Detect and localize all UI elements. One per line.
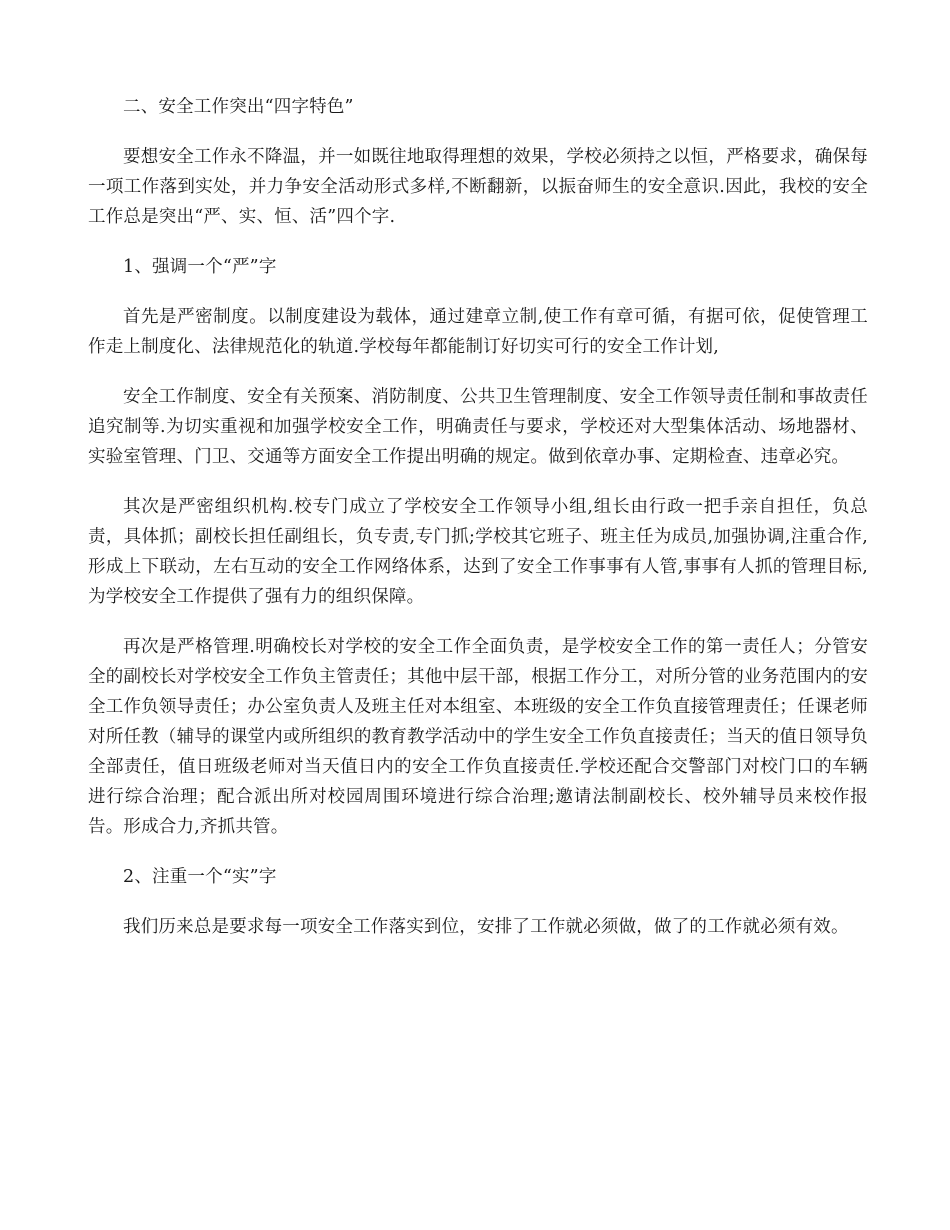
paragraph: 我们历来总是要求每一项安全工作落实到位，安排了工作就必须做，做了的工作就必须有效。 (123, 917, 849, 937)
paragraph: 要想安全工作永不降温，并一如既往地取得理想的效果，学校必须持之以恒，严格要求，确保每一项工作落到实处，并力争安全活动形式多样,不断翻新，以振奋师生的安全意识.因此，我校的安全工作总是突出“严、实、恒、活”四个字. (88, 147, 868, 227)
subsection-heading-strict: 1、强调一个“严”字 (123, 257, 277, 277)
paragraph: 再次是严格管理.明确校长对学校的安全工作全面负责，是学校安全工作的第一责任人；分管安全的副校长对学校安全工作负主管责任；其他中层干部，根据工作分工，对所分管的业务范围内的安全工作负领导责任；办公室负责人及班主任对本组室、本班级的安全工作负直接管理责任；任课老师对所任教（辅导的课堂内或所组织的教育教学活动中的学生安全工作负直接责任；当天的值日领导负全部责任，值日班级老师对当天值日内的安全工作负直接责任.学校还配合交警部门对校门口的车辆进行综合治理；配合派出所对校园周围环境进行综合治理;邀请法制副校长、校外辅导员来校作报告。形成合力,齐抓共管。 (88, 637, 868, 837)
paragraph: 安全工作制度、安全有关预案、消防制度、公共卫生管理制度、安全工作领导责任制和事故责任追究制等.为切实重视和加强学校安全工作，明确责任与要求，学校还对大型集体活动、场地器材、实验室管理、门卫、交通等方面安全工作提出明确的规定。做到依章办事、定期检查、违章必究。 (88, 387, 868, 467)
paragraph: 其次是严密组织机构.校专门成立了学校安全工作领导小组,组长由行政一把手亲自担任，负总责，具体抓；副校长担任副组长，负专责,专门抓;学校其它班子、班主任为成员,加强协调,注重合作,形成上下联动，左右互动的安全工作网络体系，达到了安全工作事事有人管,事事有人抓的管理目标,为学校安全工作提供了强有力的组织保障。 (88, 497, 868, 607)
section-heading: 二、安全工作突出“四字特色” (123, 97, 354, 117)
subsection-heading-practical: 2、注重一个“实”字 (123, 867, 277, 887)
document-body (88, 92, 868, 962)
paragraph: 首先是严密制度。以制度建设为载体，通过建章立制,使工作有章可循，有据可依，促使管理工作走上制度化、法律规范化的轨道.学校每年都能制订好切实可行的安全工作计划, (88, 307, 868, 357)
